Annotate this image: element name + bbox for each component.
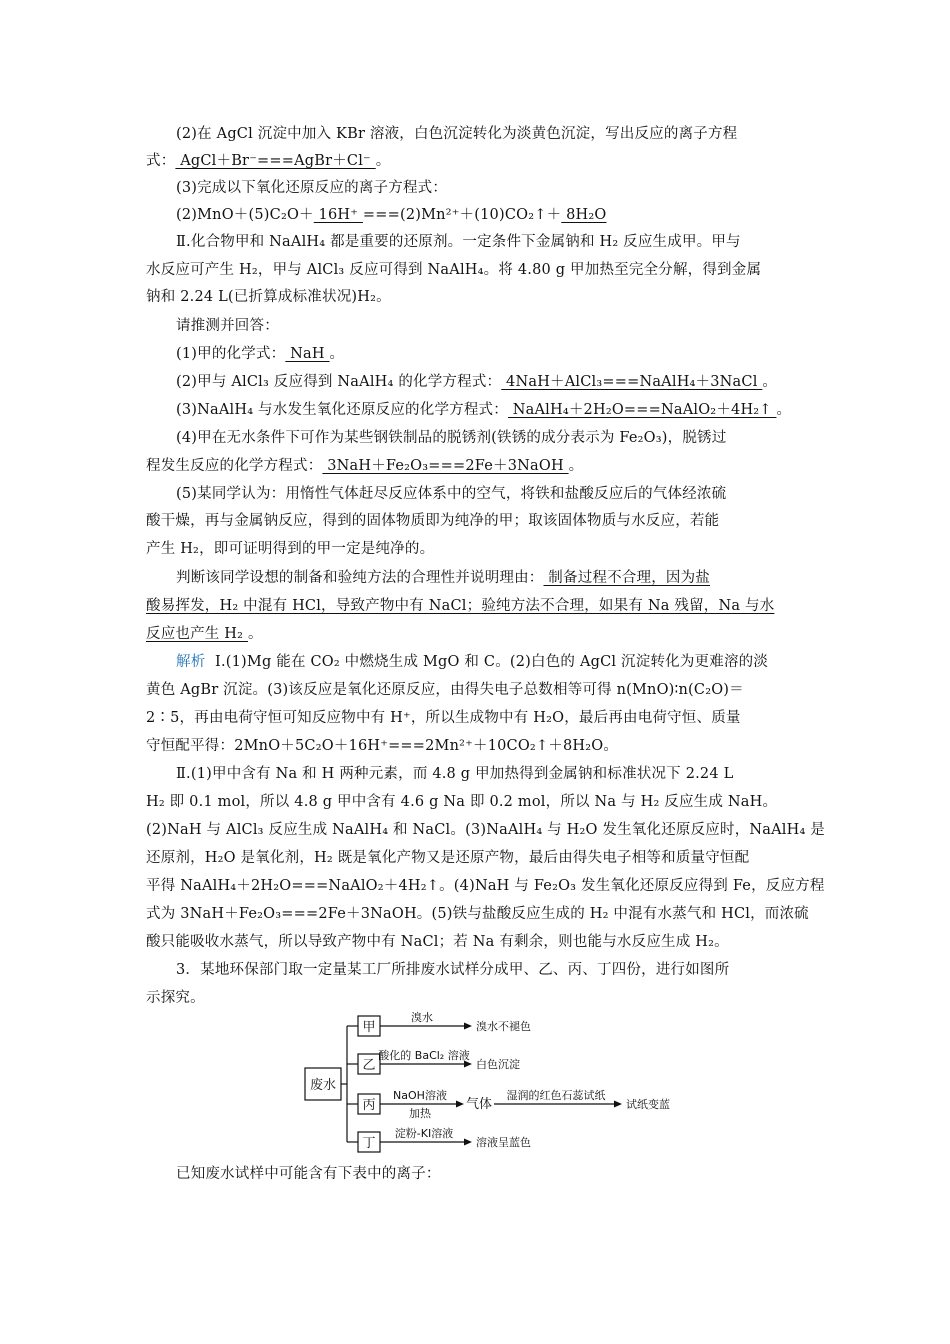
q2-line: (2)在 AgCl 沉淀中加入 KBr 溶液，白色沉淀转化为淡黄色沉淀，写出反应的离子方程 [176,126,738,142]
part2-q3-prefix: (3)NaAlH₄ 与水发生氧化还原反应的化学方程式： [176,402,508,418]
part2-q1-suffix: 。 [329,346,345,362]
part2-q3-suffix: 。 [776,402,792,418]
q3-eq-mid: ===(2)Mn²⁺＋(10)CO₂↑＋ [362,207,562,223]
q3-answer-1: 16H⁺ [313,207,363,223]
part2-prompt: 请推测并回答： [176,318,279,334]
judge-prefix: 判断该同学设想的制备和验纯方法的合理性并说明理由： [176,570,544,586]
analysis-p1-line3: 2∶5，再由电荷守恒可知反应物中有 H⁺，所以生成物中有 H₂O，最后再由电荷守恒、质量 [146,710,741,726]
analysis-p2-line4: 还原剂，H₂O 是氧化剂，H₂ 既是氧化产物又是还原产物，最后由得失电子相等和质量守恒配 [146,850,750,866]
part2-q2-answer: 4NaH＋AlCl₃===NaAlH₄＋3NaCl [501,374,763,390]
r2-reagent: 酸化的 BaCl₂ 溶液 [378,1049,470,1062]
analysis-p2-line3: (2)NaH 与 AlCl₃ 反应生成 NaAlH₄ 和 NaCl。(3)NaAlH₄ 与 H₂O 发生氧化还原反应时，NaAlH₄ 是 [146,822,826,838]
analysis-p2-line5: 平得 NaAlH₄＋2H₂O===NaAlO₂＋4H₂↑。(4)NaH 与 Fe₂O₃ 发生氧化还原反应得到 Fe，反应方程 [146,878,825,894]
part2-q5-line1: (5)某同学认为：用惰性气体赶尽反应体系中的空气，将铁和盐酸反应后的气体经浓硫 [176,486,727,502]
r4-result: 溶液呈蓝色 [476,1136,531,1149]
part2-q1-prefix: (1)甲的化学式： [176,346,286,362]
part2-q4-answer: 3NaH＋Fe₂O₃===2Fe＋3NaOH [322,458,569,474]
q3-eq-start: (2)MnO＋(5)C₂O＋ [176,207,314,223]
r3-reagent2: 湿润的红色石蕊试纸 [506,1089,606,1102]
r2-result: 白色沉淀 [476,1058,520,1071]
r4-reagent: 淀粉-KI溶液 [394,1127,454,1140]
part2-q2-suffix: 。 [762,374,778,390]
source-label: 废水 [309,1078,337,1093]
r3-result: 试纸变蓝 [626,1098,670,1111]
analysis-p2-line2: H₂ 即 0.1 mol，所以 4.8 g 甲中含有 4.6 g Na 即 0.2 mol，所以 Na 与 H₂ 反应生成 NaH。 [146,794,778,810]
q3-table-intro: 已知废水试样中可能含有下表中的离子： [176,1166,441,1182]
judge-answer-1: 制备过程不合理，因为盐 [543,570,711,586]
analysis-p1-line2: 黄色 AgBr 沉淀。(3)该反应是氧化还原反应，由得失电子总数相等可得 n(MnO)∶n(C₂O)＝ [146,682,744,698]
r3-gas: 气体 [466,1097,493,1112]
part2-q5-line3: 产生 H₂，即可证明得到的甲一定是纯净的。 [146,541,435,557]
r1-result: 溴水不褪色 [476,1020,531,1033]
box-bing-label: 丙 [362,1098,376,1113]
part2-q1-answer: NaH [285,346,330,362]
q3-line: (3)完成以下氧化还原反应的离子方程式： [176,180,448,196]
box-yi-label: 乙 [362,1058,376,1073]
part2-q4-line1: (4)甲在无水条件下可作为某些钢铁制品的脱锈剂(铁锈的成分表示为 Fe₂O₃)，脱锈过 [176,430,727,446]
analysis-p2-line6: 式为 3NaH＋Fe₂O₃===2Fe＋3NaOH。(5)铁与盐酸反应生成的 H₂ 中混有水蒸气和 HCl，而浓硫 [146,906,809,922]
q3-stem-line1: 3．某地环保部门取一定量某工厂所排废水试样分成甲、乙、丙、丁四份，进行如图所 [176,962,730,978]
r3-condition: 加热 [409,1107,431,1120]
box-jia-label: 甲 [362,1020,376,1035]
part2-q5-line2: 酸干燥，再与金属钠反应，得到的固体物质即为纯净的甲；取该固体物质与水反应，若能 [146,513,720,529]
q2-suffix: 。 [375,153,391,169]
part2-q3-answer: NaAlH₄＋2H₂O===NaAlO₂＋4H₂↑ [507,402,777,418]
part2-intro-3: 钠和 2.24 L(已折算成标准状况)H₂。 [146,289,391,305]
judge-answer-3: 反应也产生 H₂ [146,626,248,642]
part2-intro-2: 水反应可产生 H₂，甲与 AlCl₃ 反应可得到 NaAlH₄。将 4.80 g 甲加热至完全分解，得到金属 [146,262,762,278]
analysis-p1-line4: 守恒配平得：2MnO＋5C₂O＋16H⁺===2Mn²⁺＋10CO₂↑＋8H₂O。 [146,738,619,754]
q2-prefix: 式： [146,153,176,169]
judge-answer-2: 酸易挥发，H₂ 中混有 HCl，导致产物中有 NaCl；验纯方法不合理，如果有 Na 残留，Na 与水 [146,598,775,614]
analysis-label: 解析 [176,654,206,670]
part2-q4-suffix: 。 [568,458,584,474]
q3-answer-2: 8H₂O [561,207,607,223]
judge-suffix: 。 [247,626,263,642]
analysis-p2-line7: 酸只能吸收水蒸气，所以导致产物中有 NaCl；若 Na 有剩余，则也能与水反应生成 H₂。 [146,934,729,950]
analysis-p2-line1: Ⅱ.(1)甲中含有 Na 和 H 两种元素，而 4.8 g 甲加热得到金属钠和标准状况下 2.24 L [176,766,734,782]
r1-reagent: 溴水 [411,1011,433,1024]
q2-answer: AgCl＋Br⁻===AgBr＋Cl⁻ [175,153,376,169]
r3-reagent: NaOH溶液 [393,1089,447,1102]
analysis-p1-text: Ⅰ.(1)Mg 能在 CO₂ 中燃烧生成 MgO 和 C。(2)白色的 AgCl 沉淀转化为更难溶的淡 [215,654,769,670]
q3-stem-line2: 示探究。 [146,990,205,1006]
part2-intro-1: Ⅱ.化合物甲和 NaAlH₄ 都是重要的还原剂。一定条件下金属钠和 H₂ 反应生成甲。甲与 [176,234,741,250]
part2-q2-prefix: (2)甲与 AlCl₃ 反应得到 NaAlH₄ 的化学方程式： [176,374,502,390]
part2-q4-prefix: 程发生反应的化学方程式： [146,458,323,474]
box-ding-label: 丁 [362,1136,376,1151]
